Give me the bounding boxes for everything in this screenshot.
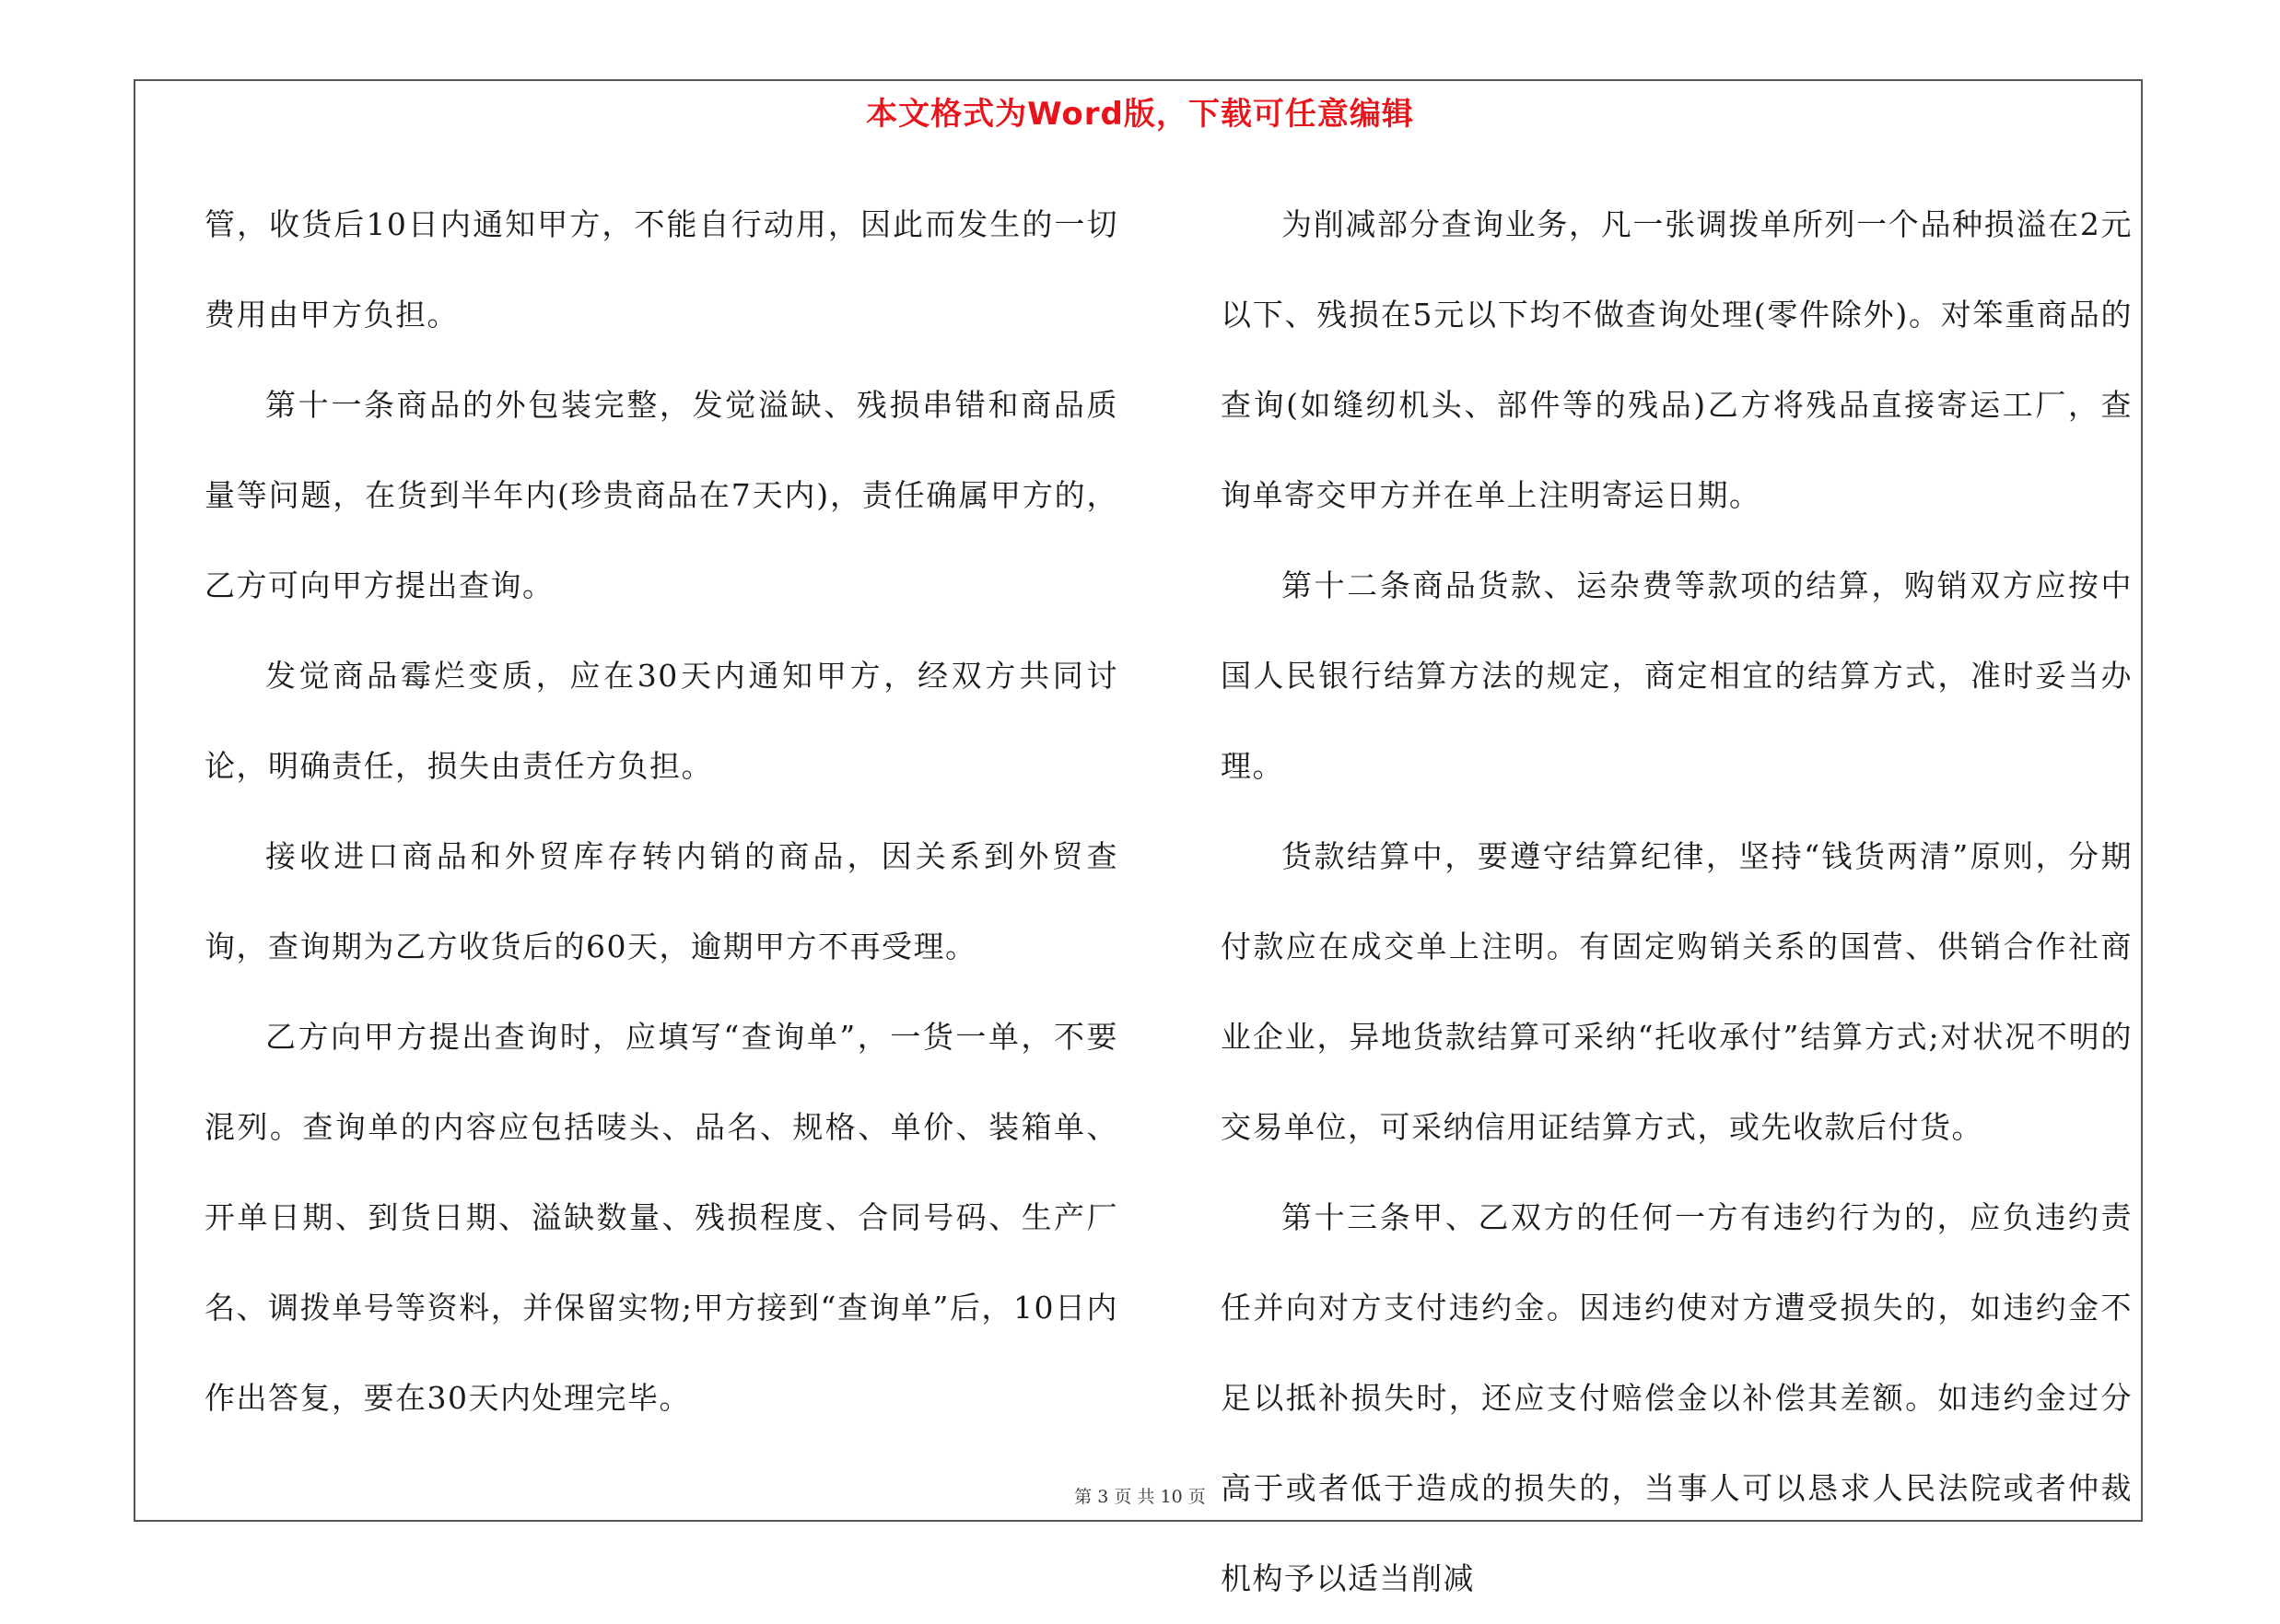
word-format-banner: 本文格式为Word版，下载可任意编辑 bbox=[866, 96, 1414, 133]
left-column bbox=[205, 180, 1118, 1443]
paragraph: 货款结算中，要遵守结算纪律，坚持“钱货两清”原则，分期付款应在成交单上注明。有固定购销关系的国营、供销合作社商业企业，异地货款结算可采纳“托收承付”结算方式;对状况不明的交易单位，可采纳信用证结算方式，或先收款后付货。 bbox=[1221, 838, 2133, 1145]
paragraph: 第十二条商品货款、运杂费等款项的结算，购销双方应按中国人民银行结算方法的规定，商定相宜的结算方式，准时妥当办理。 bbox=[1221, 567, 2133, 784]
paragraph: 发觉商品霉烂变质，应在30天内通知甲方，经双方共同讨论，明确责任，损失由责任方负担。 bbox=[205, 658, 1118, 784]
right-column bbox=[1221, 180, 2133, 1624]
paragraph: 乙方向甲方提出查询时，应填写“查询单”，一货一单，不要混列。查询单的内容应包括唛头、品名、规格、单价、装箱单、开单日期、到货日期、溢缺数量、残损程度、合同号码、生产厂名、调拨单号等资料，并保留实物;甲方接到“查询单”后，10日内作出答复，要在30天内处理完毕。 bbox=[205, 1019, 1118, 1416]
paragraph: 第十三条甲、乙双方的任何一方有违约行为的，应负违约责任并向对方支付违约金。因违约使对方遭受损失的，如违约金不足以抵补损失时，还应支付赔偿金以补偿其差额。如违约金过分高于或者低于造成的损失的，当事人可以恳求人民法院或者仲裁机构予以适当削减 bbox=[1221, 1199, 2133, 1596]
paragraph: 为削减部分查询业务，凡一张调拨单所列一个品种损溢在2元以下、残损在5元以下均不做查询处理(零件除外)。对笨重商品的查询(如缝纫机头、部件等的残品)乙方将残品直接寄运工厂，查询单寄交甲方并在单上注明寄运日期。 bbox=[1221, 206, 2133, 513]
paragraph: 第十一条商品的外包装完整，发觉溢缺、残损串错和商品质量等问题，在货到半年内(珍贵商品在7天内)，责任确属甲方的，乙方可向甲方提出查询。 bbox=[205, 387, 1118, 603]
page-number-footer: 第 3 页 共 10 页 bbox=[1074, 1487, 1206, 1507]
paragraph: 接收进口商品和外贸库存转内销的商品，因关系到外贸查询，查询期为乙方收货后的60天，逾期甲方不再受理。 bbox=[205, 838, 1118, 964]
paragraph: 管，收货后10日内通知甲方，不能自行动用，因此而发生的一切费用由甲方负担。 bbox=[205, 206, 1118, 333]
